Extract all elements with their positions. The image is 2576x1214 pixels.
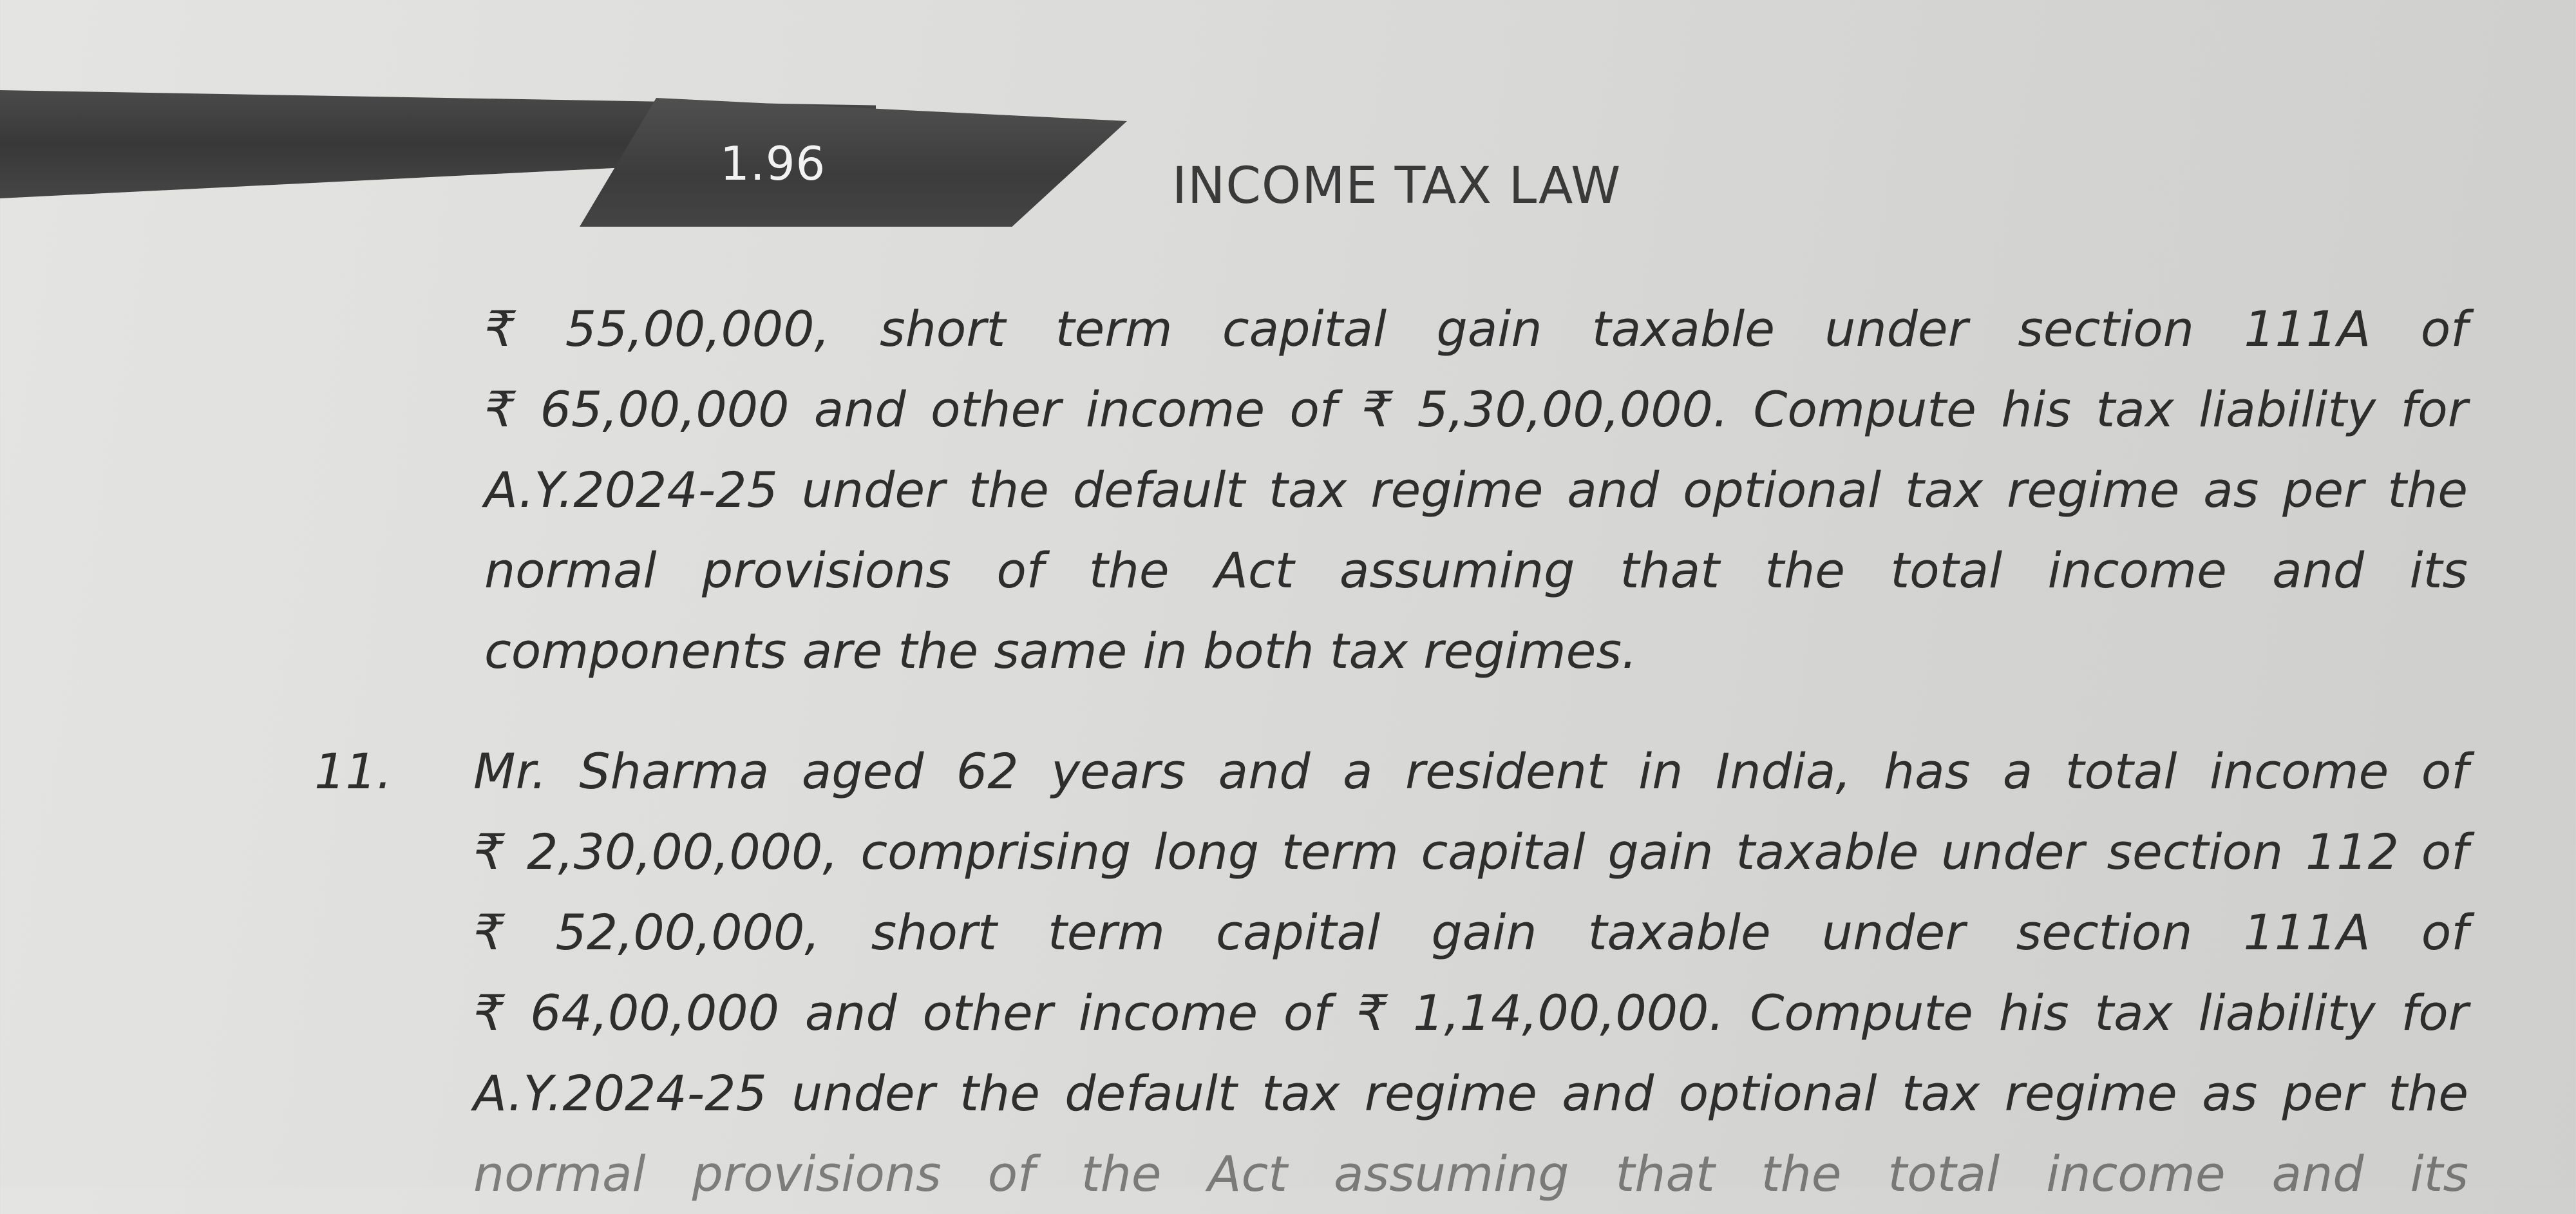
question-11-text [473,731,2468,1214]
running-title: INCOME TAX LAW [1172,157,1622,215]
paragraph-line: ₹ 52,00,000, short term capital gain taxable under section 111A of [473,904,2468,961]
paragraph-line: normal provisions of the Act assuming that the total income and its [484,542,2468,599]
paragraph-line: ₹ 64,00,000 and other income of ₹ 1,14,00,000. Compute his tax liability for [473,984,2468,1041]
paragraph-line: ₹ 65,00,000 and other income of ₹ 5,30,00,000. Compute his tax liability for [484,381,2468,438]
paragraph-line: Mr. Sharma aged 62 years and a resident in India, has a total income of [473,743,2468,800]
page-number: 1.96 [720,137,826,191]
paragraph-line: ₹ 2,30,00,000, comprising long term capital gain taxable under section 112 of [473,823,2468,880]
header-tab [580,98,1127,227]
question-number: 11. [314,743,392,800]
paragraph-line: normal provisions of the Act assuming that the total income and its [473,1145,2468,1202]
paragraph-line: ₹ 55,00,000, short term capital gain taxable under section 111A of [484,300,2468,357]
paragraph-line: A.Y.2024-25 under the default tax regime and optional tax regime as per the [484,461,2468,518]
question-10-continuation [484,289,2468,691]
paragraph-line: components are the same in both tax regimes. [484,622,1638,679]
paragraph-line: A.Y.2024-25 under the default tax regime and optional tax regime as per the [473,1065,2468,1122]
